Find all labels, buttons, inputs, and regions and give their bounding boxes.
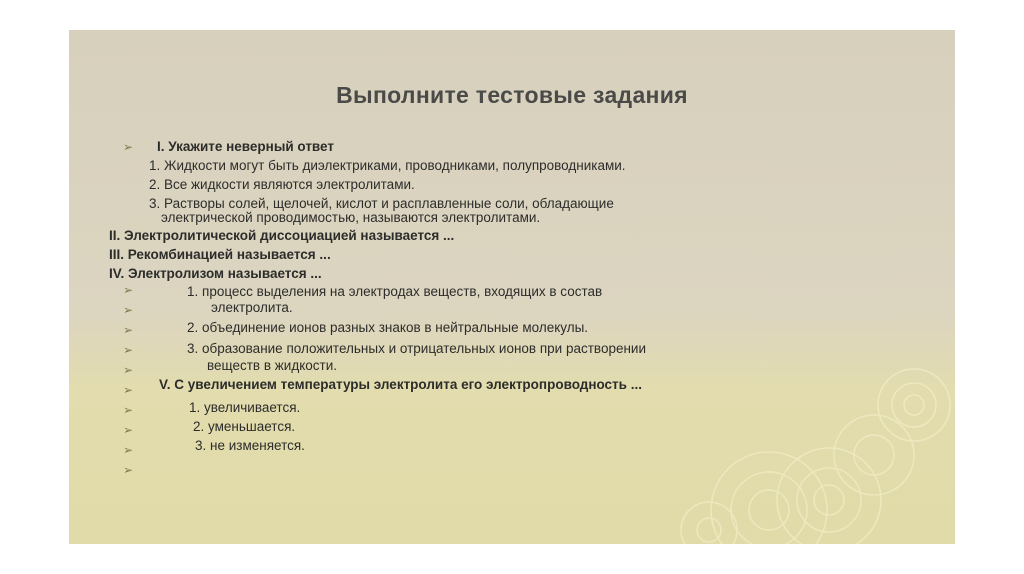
question-1-heading: I. Укажите неверный ответ [157,139,334,154]
slide [69,30,955,544]
slide-title: Выполните тестовые задания [336,82,688,108]
bullet-icon: ➢ [123,383,134,397]
question-3-heading: III. Рекомбинацией называется ... [109,247,331,262]
bullet-icon: ➢ [123,363,134,377]
question-4-heading: IV. Электролизом называется ... [109,266,322,281]
question-4-option-3: 3. образование положительных и отрицательных ионов при растворении [187,341,646,356]
question-4-option-1: 1. процесс выделения на электродах веществ, входящих в состав [187,284,603,299]
bullet-icon: ➢ [123,423,134,437]
question-1-option-2: 2. Все жидкости являются электролитами. [149,177,415,192]
bullet-icon: ➢ [123,323,134,337]
question-5-option-1: 1. увеличивается. [189,400,301,415]
question-4-option-3-cont: веществ в жидкости. [207,358,338,373]
bullet-icon: ➢ [123,140,134,154]
bullet-icon: ➢ [123,303,134,317]
question-5-option-2: 2. уменьшается. [193,419,296,434]
question-1-option-1: 1. Жидкости могут быть диэлектриками, проводниками, полупроводниками. [149,158,626,173]
bullet-icon: ➢ [123,443,134,457]
question-2-heading: II. Электролитической диссоциацией называется ... [109,228,455,243]
bullet-icon: ➢ [123,283,134,297]
question-4-option-2: 2. объединение ионов разных знаков в нейтральные молекулы. [187,320,589,335]
bullet-icon: ➢ [123,343,134,357]
bullet-icon: ➢ [123,463,134,477]
question-5-heading: V. С увеличением температуры электролита его электропроводность ... [159,377,642,392]
question-4-option-1-cont: электролита. [211,300,293,315]
question-5-option-3: 3. не изменяется. [195,438,305,453]
question-1-option-3-cont: электрической проводимостью, называются электролитами. [161,210,541,225]
bullet-icon: ➢ [123,403,134,417]
question-1-option-3: 3. Растворы солей, щелочей, кислот и расплавленные соли, обладающие [149,196,614,211]
